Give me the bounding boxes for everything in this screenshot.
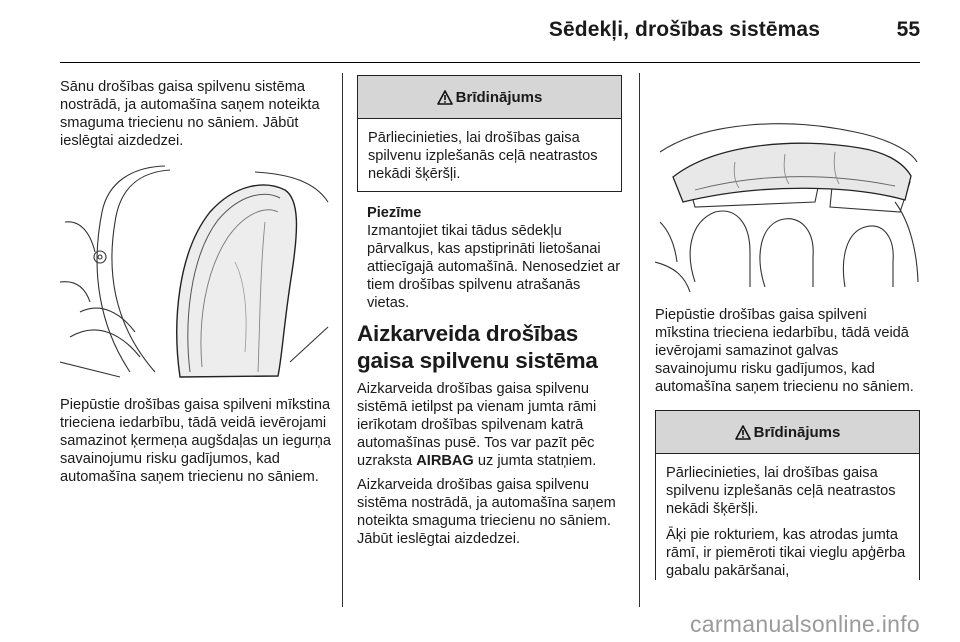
column-divider xyxy=(639,73,640,607)
page-number: 55 xyxy=(896,18,920,41)
column-2 xyxy=(357,75,622,548)
warning-header xyxy=(358,76,621,119)
column-divider xyxy=(342,73,343,607)
curtain-airbag-caption: Piepūstie drošības gaisa spilveni mīkstina trieciena iedarbību, tādā veidā ievērojami samazinot galvas savainojumu risku gadījumos, kad automašīna saņem triecienu no sāniem. xyxy=(655,307,914,395)
warning-triangle-icon xyxy=(437,90,453,105)
header-title: Sēdekļi, drošības sistēmas xyxy=(548,18,820,41)
warning-text-2: Āķi pie rokturiem, kas atrodas jumta rāmī, ir piemēroti tikai vieglu apģērba gabalu pakāršanai, xyxy=(666,527,906,579)
airbag-label: AIRBAG xyxy=(416,453,474,469)
warning-box-2 xyxy=(655,410,920,580)
curtain-airbag-activation: Aizkarveida drošības gaisa spilvenu sistēma nostrādā, ja automašīna saņem noteikta smaguma triecienu no sāniem. Jābūt ieslēgtai aizdedzei. xyxy=(357,477,616,547)
description-text: Aizkarveida drošības gaisa spilvenu sistēmā ietilpst pa vienam jumta rāmi ierīkotam drošības spilvenam katrā automašīnas pusē. Tos var pazīt pēc uzraksta xyxy=(357,381,597,469)
warning-text-1: Pārliecinieties, lai drošības gaisa spilvenu izplešanās ceļā neatrastos nekādi šķēršļi. xyxy=(666,465,896,517)
warning-title: Brīdinājums xyxy=(455,88,543,106)
warning-triangle-icon xyxy=(735,425,751,440)
side-airbag-caption: Piepūstie drošības gaisa spilveni mīkstina trieciena iedarbību, tādā veidā ievērojami samazinot ķermeņa augšdaļas un iegurņa savainojumu risku gadījumos, kad automašīna saņem triecienu no sāniem. xyxy=(60,397,331,485)
warning-text: Pārliecinieties, lai drošības gaisa spilvenu izplešanās ceļā neatrastos nekādi šķēršļi. xyxy=(368,130,598,182)
note-text: Izmantojiet tikai tādus sēdekļu pārvalkus, kas apstiprināti lietošanai attiecīgajā automašīnā. Nenosedziet ar tiem drošības spilvenu atrašanās vietas. xyxy=(367,223,621,311)
footer-watermark: carmanualsonline.info xyxy=(689,611,920,637)
warning-title-2: Brīdinājums xyxy=(753,423,841,441)
side-airbag-intro: Sānu drošības gaisa spilvenu sistēma nostrādā, ja automašīna saņem noteikta smaguma triecienu no sāniem. Jābūt ieslēgtai aizdedzei. xyxy=(60,79,320,149)
column-3 xyxy=(655,78,920,580)
section-heading: Aizkarveida drošības gaisa spilvenu sistēma xyxy=(357,321,598,373)
curtain-airbag-description xyxy=(357,380,622,470)
warning-box xyxy=(357,75,622,192)
note xyxy=(357,204,622,312)
note-title: Piezīme xyxy=(367,205,422,221)
description-text-end: uz jumta statņiem. xyxy=(473,453,597,469)
header-rule xyxy=(60,62,920,63)
column-1 xyxy=(60,78,332,486)
side-airbag-illustration xyxy=(60,162,332,380)
warning-header-2 xyxy=(656,411,919,454)
curtain-airbag-illustration xyxy=(655,82,920,292)
